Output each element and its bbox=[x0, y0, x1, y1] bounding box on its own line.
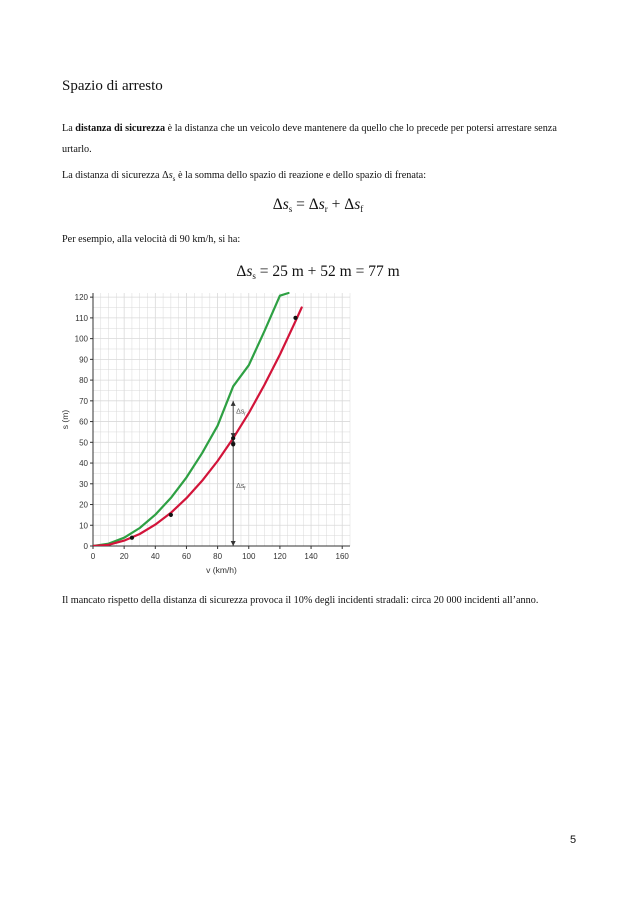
stopping-distance-chart bbox=[58, 283, 368, 578]
y-tick-label: 90 bbox=[79, 355, 88, 365]
text-fragment: La bbox=[62, 123, 76, 134]
page-title: Spazio di arresto bbox=[62, 78, 163, 94]
x-tick-label: 100 bbox=[242, 552, 256, 561]
paragraph-definition bbox=[62, 118, 582, 160]
y-tick-label: 10 bbox=[79, 521, 88, 531]
paragraph-statistics: Il mancato rispetto della distanza di sicurezza provoca il 10% degli incidenti stradali: circa 20 000 incidenti all’anno. bbox=[62, 595, 539, 606]
x-tick-label: 40 bbox=[150, 552, 160, 561]
text-fragment: è la somma dello spazio di reazione e dello spazio di frenata: bbox=[175, 170, 427, 181]
equation-sum bbox=[0, 196, 637, 214]
y-tick-label: 120 bbox=[74, 293, 88, 303]
paragraph-sum bbox=[62, 165, 582, 190]
page-number: 5 bbox=[570, 834, 577, 846]
x-tick-label: 120 bbox=[273, 552, 287, 561]
data-point bbox=[169, 513, 173, 517]
x-tick-label: 60 bbox=[182, 552, 191, 561]
bold-term: distanza di sicurezza bbox=[75, 123, 166, 134]
math-var: s bbox=[282, 196, 289, 213]
x-tick-label: 0 bbox=[90, 552, 96, 561]
y-tick-label: 20 bbox=[79, 500, 88, 510]
annotation-label-braking-sub: f bbox=[244, 485, 246, 492]
paragraph-example: Per esempio, alla velocità di 90 km/h, si ha: bbox=[62, 234, 241, 245]
y-tick-label: 0 bbox=[83, 542, 88, 551]
math-sub: s bbox=[252, 271, 256, 281]
math-sub: r bbox=[324, 204, 328, 214]
y-tick-label: 100 bbox=[74, 334, 88, 344]
y-tick-label: 60 bbox=[79, 417, 88, 427]
annotation-label-braking: Δs bbox=[236, 482, 245, 490]
delta-symbol: Δ bbox=[308, 196, 319, 213]
equation-rhs: = 25 m + 52 m = 77 m bbox=[255, 263, 400, 280]
math-var: s bbox=[318, 196, 325, 213]
x-axis-label: v (km/h) bbox=[206, 565, 237, 575]
data-point bbox=[231, 442, 235, 446]
x-tick-label: 20 bbox=[119, 552, 129, 561]
annotation-label-reaction-sub: r bbox=[244, 411, 246, 418]
x-tick-label: 140 bbox=[304, 552, 318, 561]
y-tick-label: 50 bbox=[79, 438, 88, 448]
data-point bbox=[293, 316, 297, 320]
y-tick-label: 80 bbox=[79, 376, 88, 386]
math-sub: f bbox=[360, 204, 364, 214]
equals-sign: = bbox=[292, 196, 309, 213]
math-sub: s bbox=[172, 175, 176, 184]
text-fragment: è la distanza che un veicolo deve mantenere da quello che lo precede per potersi arrestare senza urtarlo. bbox=[62, 123, 557, 155]
y-axis-label: s (m) bbox=[60, 409, 70, 430]
delta-symbol: Δ bbox=[236, 263, 247, 280]
annotation-label-reaction: Δs bbox=[236, 408, 245, 416]
text-fragment: La distanza di sicurezza Δ bbox=[62, 170, 169, 181]
y-tick-label: 110 bbox=[75, 313, 88, 323]
delta-symbol: Δ bbox=[344, 196, 355, 213]
delta-symbol: Δ bbox=[272, 196, 283, 213]
data-point bbox=[231, 436, 235, 440]
equation-example bbox=[0, 263, 637, 281]
y-tick-label: 40 bbox=[79, 459, 88, 469]
plus-sign: + bbox=[327, 196, 345, 213]
x-tick-label: 160 bbox=[335, 552, 349, 561]
math-var: s bbox=[354, 196, 361, 213]
math-var: s bbox=[246, 263, 253, 280]
math-sub: s bbox=[288, 204, 293, 214]
x-tick-label: 80 bbox=[213, 552, 223, 561]
data-point bbox=[130, 536, 134, 540]
math-var: s bbox=[168, 170, 173, 181]
y-tick-label: 30 bbox=[79, 479, 88, 489]
y-tick-label: 70 bbox=[79, 396, 88, 406]
